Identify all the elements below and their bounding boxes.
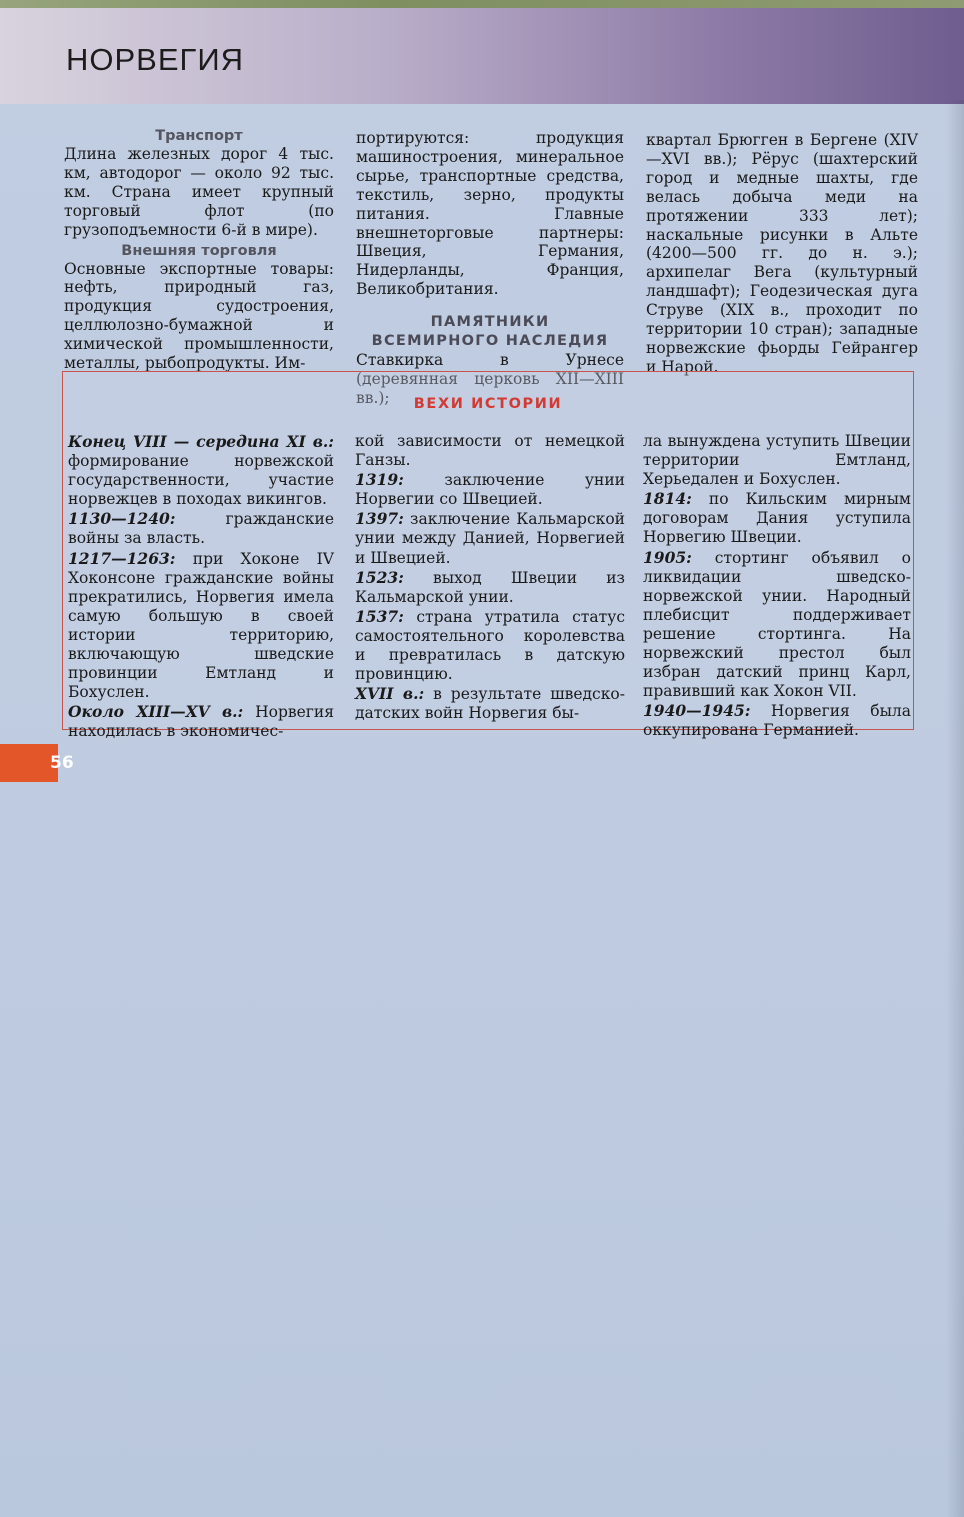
history-entry [355, 509, 625, 567]
history-entry [643, 548, 911, 702]
history-entry-text: гражданские войны за власть. [68, 510, 334, 548]
history-entry-date: Около XIII—XV в.: [68, 702, 244, 722]
foreign-trade-text-continued: портируются: продукция машиностроения, минеральное сырье, транспортные средства, текстиль, зерно, продукты питания. Главные внешнеторговые партнеры: Швеция, Германия, Нидерланды, Франция, Великобритания. [356, 129, 624, 299]
column-2 [356, 129, 624, 408]
history-entry-date: 1397: [355, 509, 404, 529]
history-entry [68, 432, 334, 509]
header-band [0, 8, 964, 104]
history-entry [355, 470, 625, 509]
column-1 [64, 127, 334, 373]
foreign-trade-text-start: Основные экспортные товары: нефть, природный газ, продукция судостроения, целлюлозно-бумажной и химической промышленности, металлы, рыбопродукты. Им- [64, 259, 334, 373]
history-entry [68, 509, 334, 548]
history-entry [643, 432, 911, 489]
history-entry-date: 1537: [355, 606, 404, 626]
history-entry-date: Конец VIII — середина XI в.: [68, 432, 334, 451]
page-number-tab [0, 744, 74, 782]
heritage-heading-line1: ПАМЯТНИКИ [430, 314, 550, 331]
history-column-1 [68, 432, 334, 742]
history-entry [643, 701, 911, 740]
history-column-2 [355, 432, 625, 723]
column-3 [646, 131, 918, 377]
history-entry-text: ла вынуждена уступить Швеции территории Емтланд, Херьедален и Бохуслен. [643, 432, 911, 489]
heritage-text-start: Ставкирка в Урнесе (деревянная церковь XII—XIII вв.); [356, 351, 624, 407]
history-entry-text: формирование норвежской государственности, участие норвежцев в походах викингов. [68, 452, 334, 509]
heritage-text-continued: квартал Брюгген в Бергене (XIV—XVI вв.); Рёрус (шахтерский город и медные шахты, где велась добыча меди на протяжении 333 лет); наскальные рисунки в Альте (4200—500 гг. до н. э.); архипелаг Вега (культурный ландшафт); Геодезическая дуга Струве (XIX в., проходит по территории 10 стран); западные норвежские фьорды Гейрангер и Нарой. [646, 131, 918, 376]
page-title: НОРВЕГИЯ [66, 42, 244, 77]
history-entry-text: по Кильским мирным договорам Дания уступила Норвегию Швеции. [643, 490, 911, 547]
history-entry-date: 1217—1263: [68, 548, 176, 568]
history-entry [643, 489, 911, 547]
history-entry [355, 432, 625, 470]
transport-heading: Транспорт [155, 128, 243, 144]
history-entry-date: 1905: [643, 547, 692, 567]
history-entry [355, 684, 625, 723]
history-entry-date: 1523: [355, 567, 404, 587]
history-entry-text: в результате шведско-датских войн Норвегия бы- [355, 685, 625, 723]
page-edge-shadow [946, 100, 964, 1517]
history-entry-text: при Хоконе IV Хоконсоне гражданские войны прекратились, Норвегия имела самую большую в своей истории территорию, включающую шведские провинции Емтланд и Бохуслен. [68, 549, 334, 702]
history-entry-text: страна утратила статус самостоятельного королевства и превратилась в датскую провинцию. [355, 607, 625, 684]
history-entry-text: Норвегия находилась в экономичес- [68, 703, 335, 741]
history-entry-text: выход Швеции из Кальмарской унии. [355, 568, 625, 606]
history-entry [68, 549, 334, 703]
history-entry-date: 1814: [643, 489, 692, 509]
history-entry-date: 1130—1240: [68, 509, 176, 529]
history-title: ВЕХИ ИСТОРИИ [413, 396, 563, 412]
history-entry-date: 1940—1945: [643, 701, 751, 721]
history-entry [68, 702, 334, 741]
history-entry-text: стортинг объявил о ликвидации шведско-норвежской унии. Народный плебисцит поддерживает решение стортинга. На норвежский престол был избран датский принц Карл, правивший как Хокон VII. [643, 548, 911, 701]
history-column-3 [643, 432, 911, 741]
foreign-trade-heading: Внешняя торговля [121, 242, 277, 259]
history-entry [355, 568, 625, 607]
page-number: 56 [50, 753, 74, 773]
history-entry-text: заключение унии Норвегии со Швецией. [355, 471, 625, 509]
history-entry-date: 1319: [355, 470, 404, 490]
history-entry-text: Норвегия была оккупирована Германией. [643, 702, 911, 740]
history-entry-date: XVII в.: [355, 684, 425, 704]
history-entry-text: кой зависимости от немецкой Ганзы. [355, 432, 625, 470]
history-entry [355, 607, 625, 684]
history-entry-text: заключение Кальмарской унии между Данией, Норвегией и Швецией. [355, 510, 625, 567]
transport-text: Длина железных дорог 4 тыс. км, автодорог — около 92 тыс. км. Страна имеет крупный торговый флот (по грузоподъемности 6-й в мире). [64, 145, 334, 239]
heritage-heading-line2: ВСЕМИРНОГО НАСЛЕДИЯ [371, 333, 609, 350]
